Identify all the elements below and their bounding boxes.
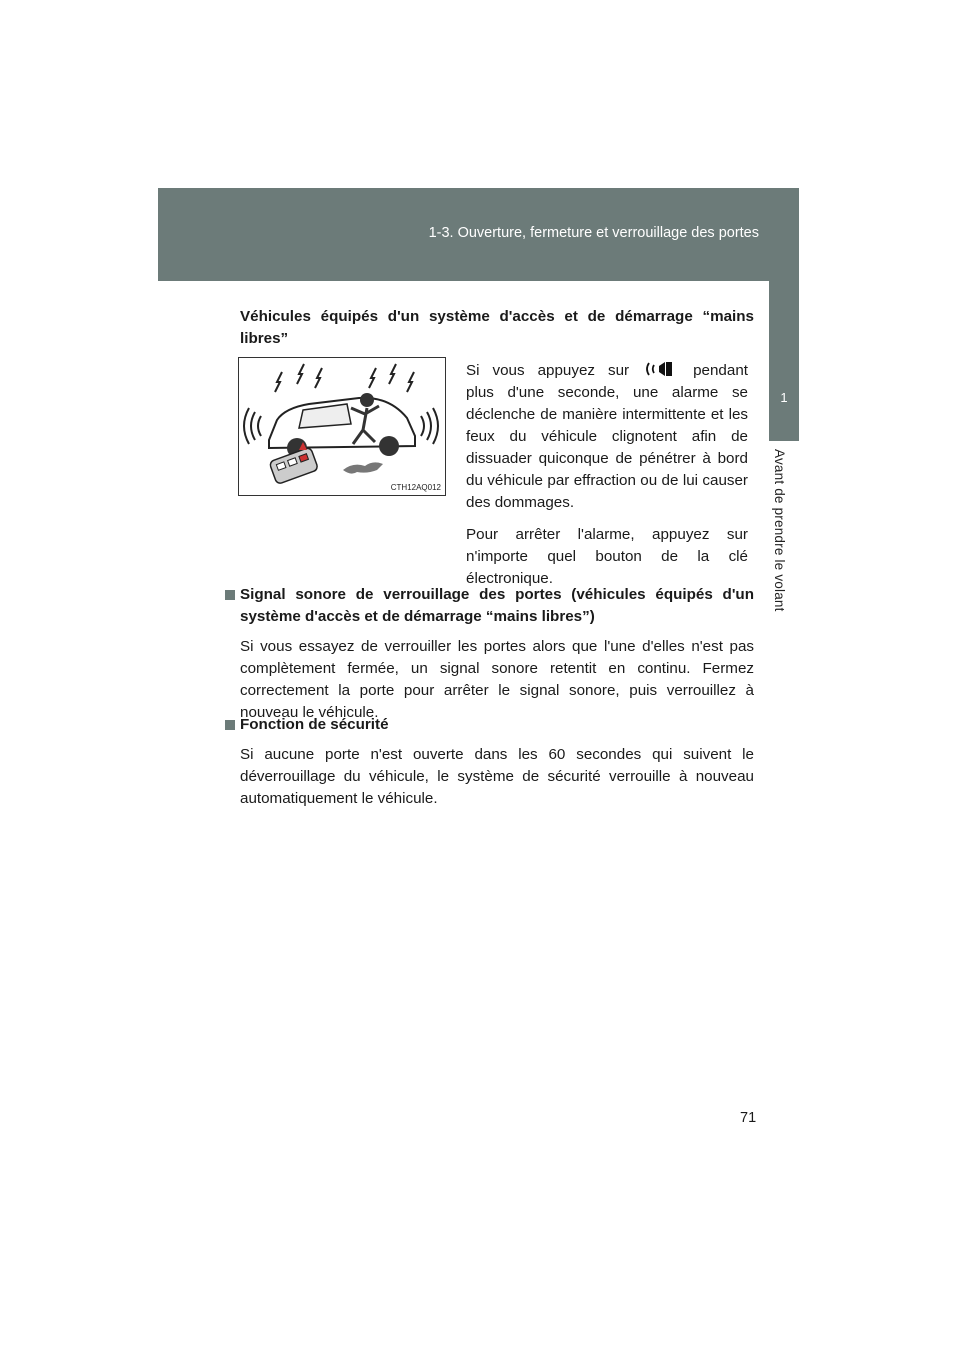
section-header-bar [158,188,799,281]
alarm-text-before-icon: Si vous appuyez sur [466,362,630,379]
section-body: Si vous essayez de verrouiller les portes alors que l'une d'elles n'est pas complètement fermée, un signal sonore retentit en continu. Fermez correctement la porte pour arrêter le signal sonore, puis verrouillez à nouveau le véhicule. [240,638,754,721]
alarm-paragraph-2: Pour arrêter l'alarme, appuyez sur n'importe quel bouton de la clé électronique. [466,526,748,587]
car-alarm-illustration [238,357,446,496]
page-number: 71 [740,1110,757,1126]
illustration-caption: CTH12AQ012 [390,483,441,492]
chapter-number: 1 [780,390,788,405]
section-door-lock-buzzer [225,584,754,724]
bullet-square-icon [225,590,235,600]
alarm-description [466,360,748,600]
section-heading [225,584,754,628]
panic-button-icon [639,360,683,378]
intro-title: Véhicules équipés d'un système d'accès et de démarrage “mains libres” [240,308,754,347]
chapter-tab [769,188,799,441]
section-title: 1-3. Ouverture, fermeture et verrouillage des portes [428,225,759,241]
section-security-function [225,714,754,810]
chapter-label: Avant de prendre le volant [772,449,787,612]
alarm-paragraph-1 [466,360,748,514]
car-alarm-drawing [239,358,445,495]
alarm-text-after-icon: pendant plus d'une seconde, une alarme se déclenche de manière intermittente et les feux du véhicule clignotent afin de dissuader quiconque de pénétrer à bord du véhicule par effraction ou de lui causer des dommages. [466,362,748,511]
section-heading [225,714,754,736]
section-heading-text: Fonction de sécurité [240,716,389,733]
bullet-square-icon [225,720,235,730]
section-heading-text: Signal sonore de verrouillage des portes (véhicules équipés d'un système d'accès et de démarrage “mains libres”) [240,586,754,625]
section-body: Si aucune porte n'est ouverte dans les 60 secondes qui suivent le déverrouillage du véhicule, le système de sécurité verrouille à nouveau automatiquement le véhicule. [240,746,754,807]
